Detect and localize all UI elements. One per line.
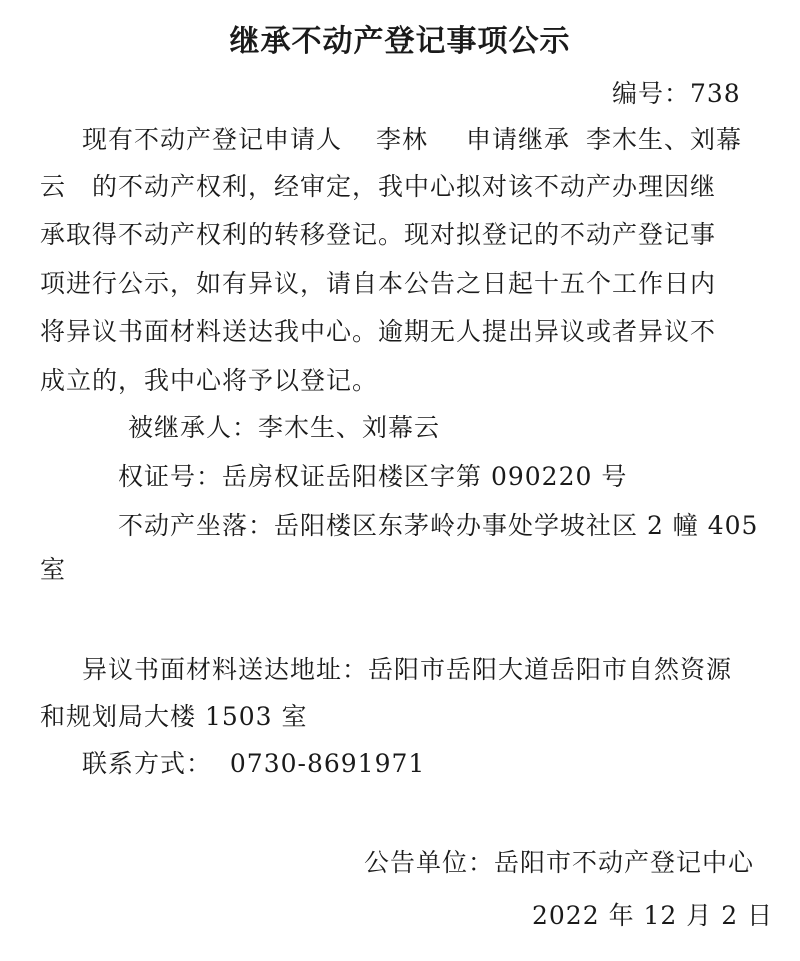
paragraph-line-4: 项进行公示，如有异议，请自本公告之日起十五个工作日内 [40,269,717,298]
address-field-cont: 和规划局大楼 1503 室 [40,702,308,731]
decedent-names-end: 云 [40,172,67,201]
paragraph-line-3: 承取得不动产权利的转移登记。现对拟登记的不动产登记事 [40,220,717,249]
page-title: 继承不动产登记事项公示 [229,24,571,59]
contact-field: 联系方式： 0730-8691971 [82,749,426,778]
decedent-field: 被继承人：李木生、刘幕云 [128,413,441,442]
paragraph-line-1 [82,120,742,156]
inherit-label: 申请继承 [466,125,571,154]
applicant-name: 李林 [376,125,429,154]
certificate-field: 权证号：岳房权证岳阳楼区字第 090220 号 [118,462,628,491]
paragraph-text: 的不动产权利，经审定，我中心拟对该不动产办理因继 [92,172,717,201]
issuer-field: 公告单位：岳阳市不动产登记中心 [364,848,755,877]
notice-number: 编号：738 [612,79,741,108]
paragraph-line-5: 将异议书面材料送达我中心。逾期无人提出异议或者异议不 [40,317,717,346]
paragraph-line-2 [40,167,716,203]
location-field-cont: 室 [40,555,67,584]
paragraph-line-6: 成立的，我中心将予以登记。 [40,366,379,395]
notice-date: 2022 年 12 月 2 日 [532,901,774,930]
applicant-label: 现有不动产登记申请人 [82,125,343,154]
decedent-names-part: 李木生、刘幕 [586,125,743,154]
address-field: 异议书面材料送达地址：岳阳市岳阳大道岳阳市自然资源 [82,655,733,684]
location-field: 不动产坐落：岳阳楼区东茅岭办事处学坡社区 2 幢 405 [118,511,759,540]
